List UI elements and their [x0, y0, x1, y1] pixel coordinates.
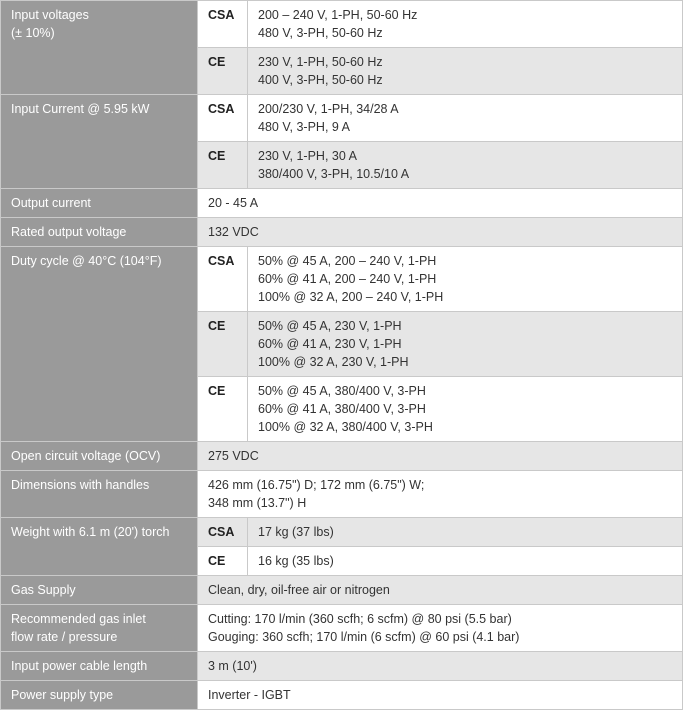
spec-row-weight-csa	[1, 518, 683, 547]
spec-label-input-voltages: Input voltages (± 10%)	[1, 1, 198, 95]
spec-row-input-voltages-csa	[1, 1, 683, 48]
spec-label-gas-supply: Gas Supply	[1, 576, 198, 605]
spec-value: 275 VDC	[198, 442, 683, 471]
spec-label-ocv: Open circuit voltage (OCV)	[1, 442, 198, 471]
spec-value: 200 – 240 V, 1-PH, 50-60 Hz 480 V, 3-PH, 50-60 Hz	[248, 1, 683, 48]
standard-label-csa: CSA	[198, 518, 248, 547]
spec-label-output-current: Output current	[1, 189, 198, 218]
spec-value: 200/230 V, 1-PH, 34/28 A 480 V, 3-PH, 9 A	[248, 95, 683, 142]
spec-label-duty-cycle: Duty cycle @ 40°C (104°F)	[1, 247, 198, 442]
spec-row-power-supply-type	[1, 681, 683, 710]
spec-row-gas-flow	[1, 605, 683, 652]
spec-label-cable-length: Input power cable length	[1, 652, 198, 681]
spec-value: 17 kg (37 lbs)	[248, 518, 683, 547]
spec-value: 230 V, 1-PH, 30 A 380/400 V, 3-PH, 10.5/10 A	[248, 142, 683, 189]
standard-label-ce: CE	[198, 312, 248, 377]
standard-label-ce: CE	[198, 142, 248, 189]
spec-value: 16 kg (35 lbs)	[248, 547, 683, 576]
spec-row-input-current-csa	[1, 95, 683, 142]
spec-value: 132 VDC	[198, 218, 683, 247]
spec-value: 230 V, 1-PH, 50-60 Hz 400 V, 3-PH, 50-60 Hz	[248, 48, 683, 95]
spec-label-input-current: Input Current @ 5.95 kW	[1, 95, 198, 189]
spec-label-power-supply-type: Power supply type	[1, 681, 198, 710]
spec-row-dimensions	[1, 471, 683, 518]
spec-value: 50% @ 45 A, 380/400 V, 3-PH 60% @ 41 A, 380/400 V, 3-PH 100% @ 32 A, 380/400 V, 3-PH	[248, 377, 683, 442]
standard-label-csa: CSA	[198, 247, 248, 312]
standard-label-ce: CE	[198, 48, 248, 95]
spec-value: Inverter - IGBT	[198, 681, 683, 710]
standard-label-csa: CSA	[198, 1, 248, 48]
spec-value: Clean, dry, oil-free air or nitrogen	[198, 576, 683, 605]
spec-label-dimensions: Dimensions with handles	[1, 471, 198, 518]
spec-value: 50% @ 45 A, 230 V, 1-PH 60% @ 41 A, 230 V, 1-PH 100% @ 32 A, 230 V, 1-PH	[248, 312, 683, 377]
spec-value: Cutting: 170 l/min (360 scfh; 6 scfm) @ 80 psi (5.5 bar) Gouging: 360 scfh; 170 l/min (6 scfm) @ 60 psi (4.1 bar)	[198, 605, 683, 652]
spec-row-ocv	[1, 442, 683, 471]
spec-row-rated-output-voltage	[1, 218, 683, 247]
spec-value: 50% @ 45 A, 200 – 240 V, 1-PH 60% @ 41 A, 200 – 240 V, 1-PH 100% @ 32 A, 200 – 240 V, 1-PH	[248, 247, 683, 312]
spec-label-weight: Weight with 6.1 m (20') torch	[1, 518, 198, 576]
spec-value: 20 - 45 A	[198, 189, 683, 218]
standard-label-ce: CE	[198, 377, 248, 442]
spec-row-cable-length	[1, 652, 683, 681]
spec-value: 3 m (10')	[198, 652, 683, 681]
spec-row-gas-supply	[1, 576, 683, 605]
standard-label-ce: CE	[198, 547, 248, 576]
spec-label-gas-flow: Recommended gas inlet flow rate / pressure	[1, 605, 198, 652]
standard-label-csa: CSA	[198, 95, 248, 142]
spec-value: 426 mm (16.75") D; 172 mm (6.75") W; 348 mm (13.7") H	[198, 471, 683, 518]
spec-row-duty-cycle-csa	[1, 247, 683, 312]
spec-label-rated-output-voltage: Rated output voltage	[1, 218, 198, 247]
spec-row-output-current	[1, 189, 683, 218]
